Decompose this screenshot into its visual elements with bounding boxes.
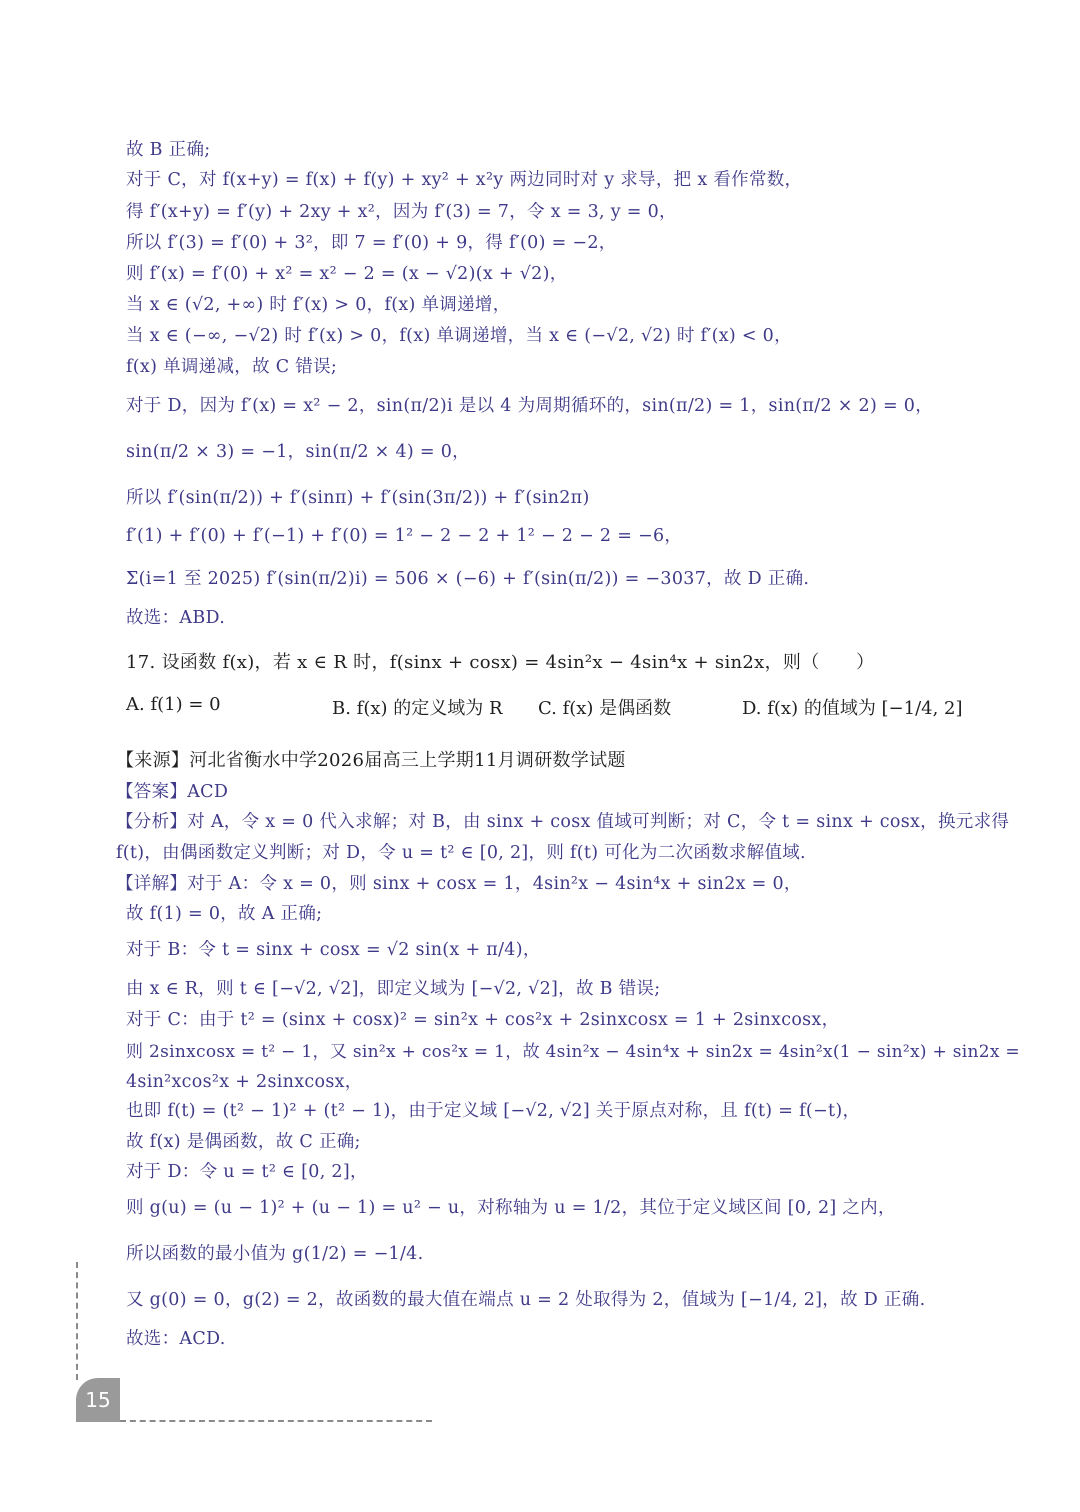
- solution-line: Σ(i=1 至 2025) f′(sin(π/2)i) = 506 × (−6) + f′(sin(π/2)) = −3037，故 D 正确.: [126, 569, 810, 589]
- option-d: D. f(x) 的值域为 [−1/4, 2]: [742, 698, 963, 719]
- source-line: 【来源】河北省衡水中学2026届高三上学期11月调研数学试题: [116, 750, 626, 771]
- question-17-stem: [126, 648, 874, 674]
- question-text: 设函数 f(x)，若 x ∈ R 时，f(sinx + cosx) = 4sin²x − 4sin⁴x + sin2x，则（ ）: [161, 652, 875, 673]
- solution-line: 故 B 正确;: [126, 140, 211, 160]
- solution-line: 所以 f′(3) = f′(0) + 3²，即 7 = f′(0) + 9，得 f′(0) = −2，: [126, 233, 617, 253]
- detail-line: 对于 C：由于 t² = (sinx + cosx)² = sin²x + cos²x + 2sinxcosx = 1 + 2sinxcosx，: [126, 1010, 840, 1030]
- option-c: C. f(x) 是偶函数: [538, 698, 672, 719]
- detail-line: 对于 D：令 u = t² ∈ [0, 2]，: [126, 1162, 368, 1182]
- solution-line: 当 x ∈ (√2, +∞) 时 f′(x) > 0，f(x) 单调递增，: [126, 295, 511, 315]
- solution-line: 所以 f′(sin(π/2)) + f′(sinπ) + f′(sin(3π/2)) + f′(sin2π): [126, 488, 590, 508]
- detail-line: 也即 f(t) = (t² − 1)² + (t² − 1)，由于定义域 [−√2, √2] 关于原点对称，且 f(t) = f(−t)，: [126, 1101, 861, 1121]
- solution-line: f(x) 单调递减，故 C 错误;: [126, 357, 338, 377]
- solution-line: sin(π/2 × 3) = −1，sin(π/2 × 4) = 0，: [126, 442, 470, 462]
- detail-line: 则 2sinxcosx = t² − 1，又 sin²x + cos²x = 1，故 4sin²x − 4sin⁴x + sin2x = 4sin²x(1 − sin²x) + sin2x =: [126, 1042, 1020, 1062]
- analysis-line: 【分析】对 A，令 x = 0 代入求解；对 B，由 sinx + cosx 值域可判断；对 C，令 t = sinx + cosx，换元求得: [116, 812, 1010, 832]
- corner-dashed-horizontal: [120, 1420, 432, 1422]
- detail-line: 则 g(u) = (u − 1)² + (u − 1) = u² − u，对称轴为 u = 1/2，其位于定义域区间 [0, 2] 之内，: [126, 1198, 896, 1218]
- detail-line: 【详解】对于 A：令 x = 0，则 sinx + cosx = 1，4sin²x − 4sin⁴x + sin2x = 0，: [116, 874, 802, 894]
- detail-line: 故 f(1) = 0，故 A 正确;: [126, 904, 323, 924]
- detail-line: 故 f(x) 是偶函数，故 C 正确;: [126, 1132, 361, 1152]
- detail-line: 所以函数的最小值为 g(1/2) = −1/4.: [126, 1244, 424, 1264]
- answer-line: 【答案】ACD: [116, 782, 229, 802]
- question-number: 17.: [126, 652, 156, 673]
- solution-line: 故选：ABD.: [126, 608, 226, 628]
- detail-line: 4sin²xcos²x + 2sinxcosx，: [126, 1072, 363, 1092]
- solution-line: 则 f′(x) = f′(0) + x² = x² − 2 = (x − √2)(x + √2)，: [126, 264, 568, 284]
- detail-line: 故选：ACD.: [126, 1329, 226, 1349]
- corner-dashed-vertical: [76, 1262, 78, 1380]
- solution-line: 对于 C，对 f(x+y) = f(x) + f(y) + xy² + x²y 两边同时对 y 求导，把 x 看作常数，: [126, 170, 803, 190]
- solution-line: 当 x ∈ (−∞, −√2) 时 f′(x) > 0，f(x) 单调递增，当 x ∈ (−√2, √2) 时 f′(x) < 0，: [126, 326, 792, 346]
- detail-line: 又 g(0) = 0，g(2) = 2，故函数的最大值在端点 u = 2 处取得为 2，值域为 [−1/4, 2]，故 D 正确.: [126, 1290, 926, 1310]
- option-a: A. f(1) = 0: [126, 694, 221, 715]
- solution-line: 得 f′(x+y) = f′(y) + 2xy + x²，因为 f′(3) = 7，令 x = 3, y = 0，: [126, 202, 677, 222]
- detail-line: 对于 B：令 t = sinx + cosx = √2 sin(x + π/4)，: [126, 940, 541, 960]
- option-b: B. f(x) 的定义域为 R: [332, 698, 503, 719]
- solution-line: f′(1) + f′(0) + f′(−1) + f′(0) = 1² − 2 − 2 + 1² − 2 − 2 = −6，: [126, 526, 683, 546]
- analysis-line: f(t)，由偶函数定义判断；对 D，令 u = t² ∈ [0, 2]，则 f(t) 可化为二次函数求解值域.: [116, 843, 806, 863]
- page-number: 15: [76, 1378, 120, 1422]
- solution-line: 对于 D，因为 f′(x) = x² − 2，sin(π/2)i 是以 4 为周期循环的，sin(π/2) = 1，sin(π/2 × 2) = 0，: [126, 396, 934, 416]
- detail-line: 由 x ∈ R，则 t ∈ [−√2, √2]，即定义域为 [−√2, √2]，故 B 错误;: [126, 979, 661, 999]
